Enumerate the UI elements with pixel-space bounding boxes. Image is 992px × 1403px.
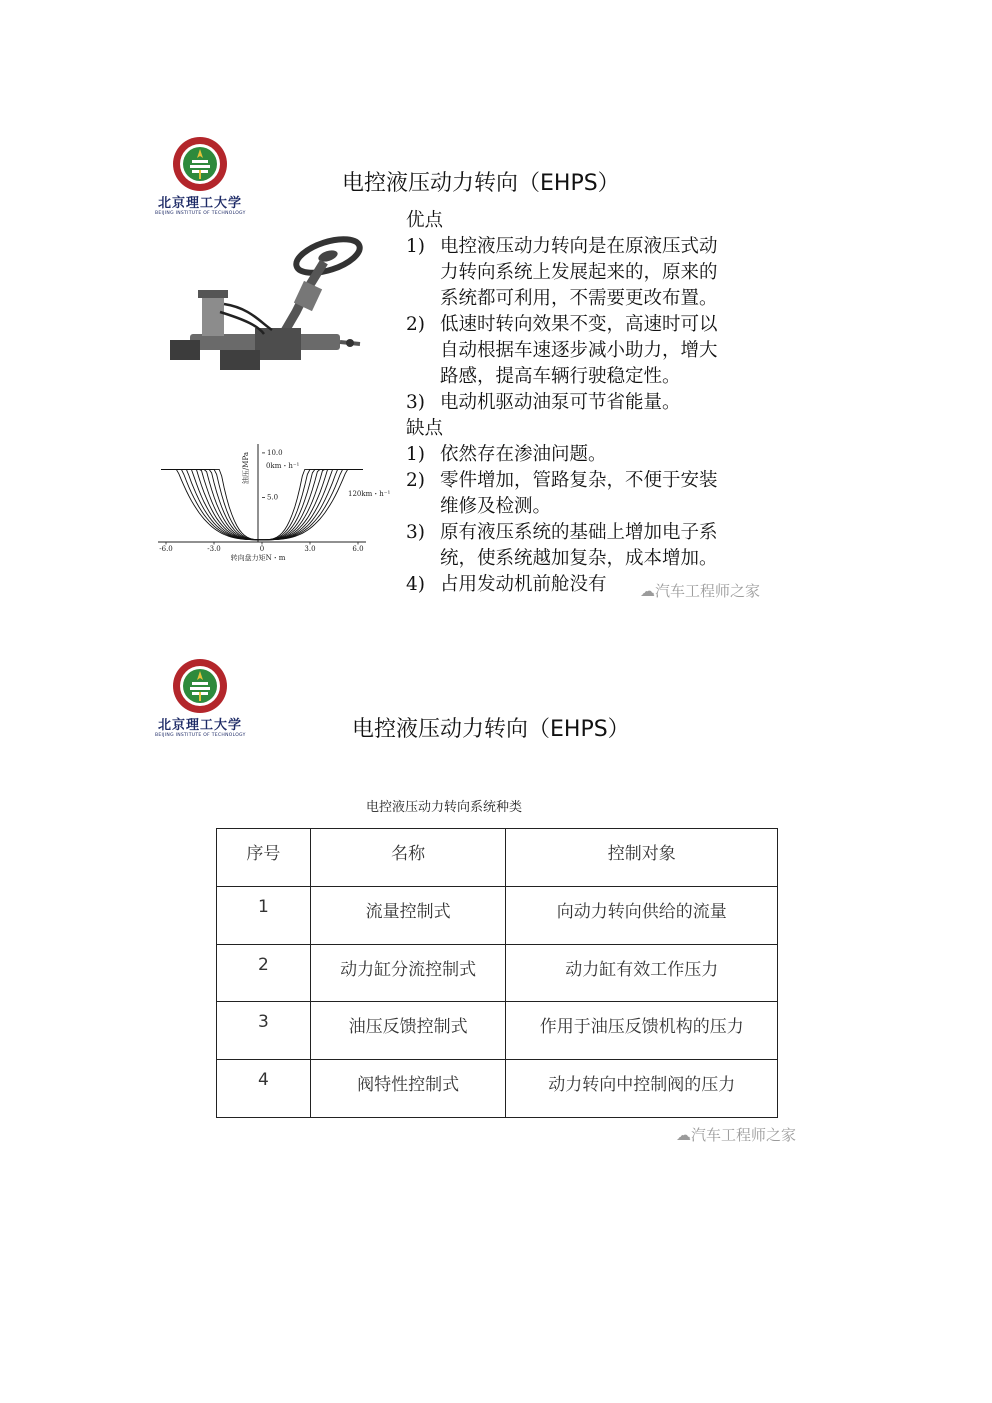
disadvantages-heading: 缺点 [406,418,444,439]
pressure-curve [161,469,363,539]
pressure-curve [161,469,363,539]
ehps-types-table [216,828,778,1118]
table-cell: 动力转向中控制阀的压力 [506,1060,778,1118]
disadvantage-number: 3) [406,522,425,543]
advantage-line: 自动根据车速逐步减小助力，增大 [440,340,718,361]
wechat-icon: ☁ [676,1126,691,1144]
disadvantage-line: 零件增加，管路复杂，不便于安装 [440,470,718,491]
pressure-curve [161,469,363,539]
advantage-line: 低速时转向效果不变，高速时可以 [440,314,718,335]
advantage-line: 路感，提高车辆行驶稳定性。 [440,366,681,387]
table-cell: 作用于油压反馈机构的压力 [506,1002,778,1060]
pressure-curve [161,469,363,539]
table-header-row [217,829,778,887]
slide2-title: 电控液压动力转向（EHPS） [352,717,630,742]
pressure-curve [161,469,363,539]
table-row [217,1060,778,1118]
table-header-cell: 序号 [217,829,311,887]
university-logo-2 [155,658,245,738]
table-row [217,1002,778,1060]
emblem-icon [172,136,228,192]
table-cell: 2 [217,944,311,1002]
disadvantage-number: 1) [406,444,425,465]
advantage-number: 1) [406,236,425,257]
y-tick-label: 10.0 [267,448,283,457]
x-tick-label: 6.0 [352,545,364,553]
advantage-line: 电控液压动力转向是在原液压式动 [440,236,718,257]
x-tick-label: -3.0 [207,545,221,553]
watermark-1: ☁汽车工程师之家 [640,582,761,600]
table-header-cell: 控制对象 [506,829,778,887]
x-tick-label: -6.0 [159,545,173,553]
table-row [217,886,778,944]
wechat-icon: ☁ [640,582,655,600]
pressure-curve [161,469,363,539]
slide1-text-block [406,208,786,608]
disadvantage-line: 占用发动机前舱没有 [440,574,607,595]
x-tick-label: 3.0 [304,545,316,553]
advantage-line: 系统都可利用，不需要更改布置。 [440,288,718,309]
university-name: 北京理工大学 [157,196,242,211]
table-cell: 3 [217,1002,311,1060]
advantage-number: 2) [406,314,425,335]
y-axis-label: 油压/MPa [242,451,250,485]
annotation-0km: 0km・h⁻¹ [266,462,300,470]
table-cell: 4 [217,1060,311,1118]
advantage-number: 3) [406,392,425,413]
advantages-heading: 优点 [406,210,444,231]
pressure-curve [161,469,363,539]
table-cell: 动力缸有效工作压力 [506,944,778,1002]
advantage-line: 电动机驱动油泵可节省能量。 [440,392,681,413]
disadvantage-line: 维修及检测。 [440,496,552,517]
table-cell: 动力缸分流控制式 [310,944,506,1002]
pressure-torque-chart [152,438,391,566]
university-logo [155,136,245,216]
table-cell: 1 [217,886,311,944]
pressure-curve [161,469,363,539]
university-subname: BEIJING INSTITUTE OF TECHNOLOGY [155,211,246,216]
table-row [217,944,778,1002]
x-tick-label: 0 [259,545,265,553]
disadvantage-line: 原有液压系统的基础上增加电子系 [440,522,718,543]
slide1-title: 电控液压动力转向（EHPS） [342,171,620,196]
university-name-2: 北京理工大学 [157,718,242,733]
disadvantage-number: 2) [406,470,425,491]
table-caption: 电控液压动力转向系统种类 [366,800,523,815]
disadvantage-line: 统，使系统越加复杂，成本增加。 [440,548,718,569]
watermark-2: ☁汽车工程师之家 [676,1126,797,1144]
table-cell: 流量控制式 [310,886,506,944]
y-tick-label: 5.0 [267,493,279,502]
steering-system-image [160,226,375,386]
table-cell: 阀特性控制式 [310,1060,506,1118]
table-cell: 油压反馈控制式 [310,1002,506,1060]
advantage-line: 力转向系统上发展起来的，原来的 [440,262,718,283]
pressure-curve [161,469,363,539]
table-cell: 向动力转向供给的流量 [506,886,778,944]
university-subname-2: BEIJING INSTITUTE OF TECHNOLOGY [155,733,246,738]
x-axis-label: 转向盘力矩N・m [230,554,286,562]
table-header-cell: 名称 [310,829,506,887]
emblem-icon [172,658,228,714]
annotation-120km: 120km・h⁻¹ [348,490,391,498]
disadvantage-line: 依然存在渗油问题。 [440,444,607,465]
pressure-curve [161,469,363,539]
disadvantage-number: 4) [406,574,425,595]
